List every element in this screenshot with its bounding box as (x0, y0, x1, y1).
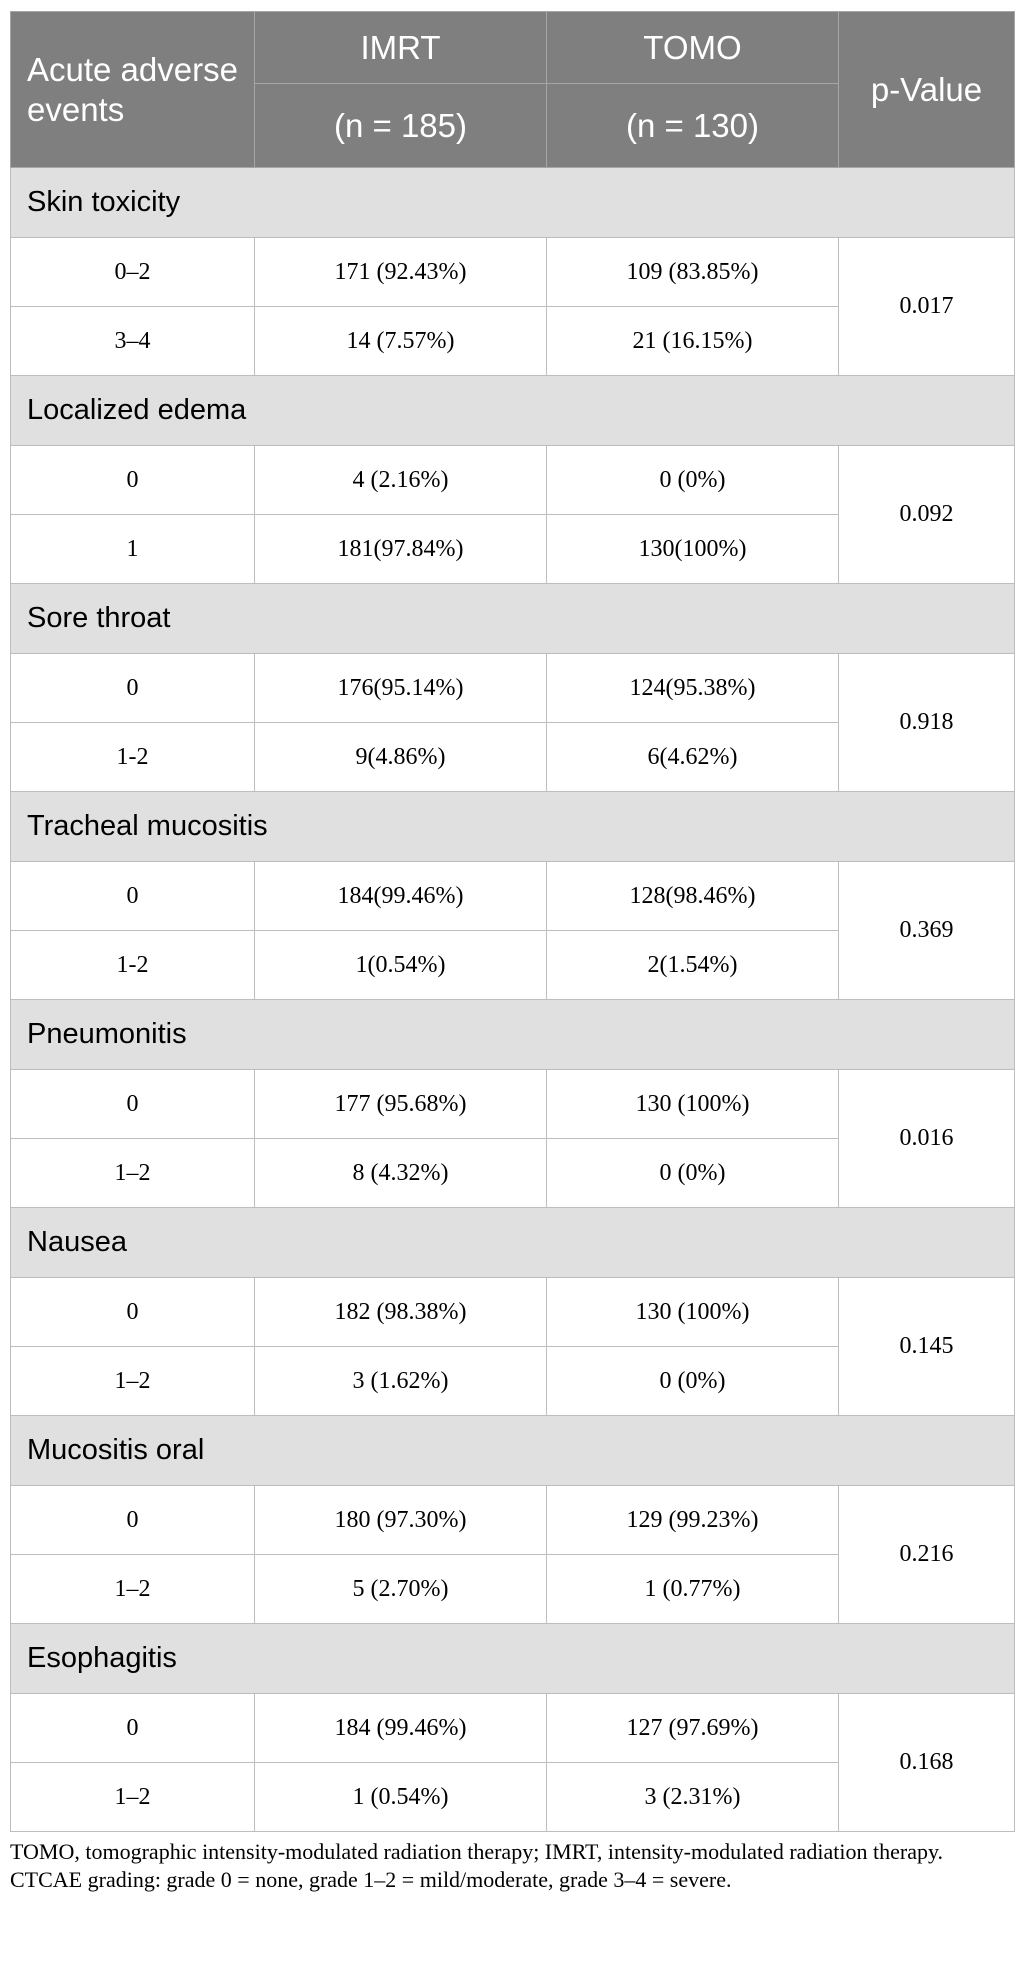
header-imrt-n: (n = 185) (255, 84, 547, 168)
grade-cell: 1–2 (11, 1347, 255, 1416)
grade-cell: 1–2 (11, 1139, 255, 1208)
tomo-cell: 0 (0%) (547, 1139, 839, 1208)
tomo-cell: 130 (100%) (547, 1278, 839, 1347)
section-row (11, 1000, 1015, 1070)
header-tomo: TOMO (547, 12, 839, 84)
imrt-cell: 177 (95.68%) (255, 1070, 547, 1139)
imrt-cell: 176(95.14%) (255, 654, 547, 723)
grade-cell: 1-2 (11, 723, 255, 792)
imrt-cell: 1 (0.54%) (255, 1763, 547, 1832)
tomo-cell: 1 (0.77%) (547, 1555, 839, 1624)
grade-cell: 1–2 (11, 1763, 255, 1832)
table-row (11, 446, 1015, 515)
tomo-cell: 109 (83.85%) (547, 238, 839, 307)
grade-cell: 0 (11, 862, 255, 931)
grade-cell: 0–2 (11, 238, 255, 307)
grade-cell: 0 (11, 1486, 255, 1555)
section-row (11, 584, 1015, 654)
grade-cell: 1-2 (11, 931, 255, 1000)
section-title: Nausea (11, 1208, 1015, 1278)
tomo-cell: 124(95.38%) (547, 654, 839, 723)
table-row (11, 654, 1015, 723)
imrt-cell: 181(97.84%) (255, 515, 547, 584)
tomo-cell: 21 (16.15%) (547, 307, 839, 376)
table-row (11, 1278, 1015, 1347)
p-value-cell: 0.017 (839, 238, 1015, 376)
section-row (11, 1624, 1015, 1694)
tomo-cell: 130 (100%) (547, 1070, 839, 1139)
table-body (11, 168, 1015, 1832)
section-title: Esophagitis (11, 1624, 1015, 1694)
table-row (11, 1070, 1015, 1139)
tomo-cell: 0 (0%) (547, 446, 839, 515)
imrt-cell: 184(99.46%) (255, 862, 547, 931)
p-value-cell: 0.918 (839, 654, 1015, 792)
imrt-cell: 9(4.86%) (255, 723, 547, 792)
p-value-cell: 0.016 (839, 1070, 1015, 1208)
section-title: Mucositis oral (11, 1416, 1015, 1486)
header-imrt: IMRT (255, 12, 547, 84)
table-row (11, 238, 1015, 307)
table-row (11, 862, 1015, 931)
footnote-grading: CTCAE grading: grade 0 = none, grade 1–2 = mild/moderate, grade 3–4 = severe. (10, 1867, 732, 1893)
section-row (11, 376, 1015, 446)
imrt-cell: 184 (99.46%) (255, 1694, 547, 1763)
imrt-cell: 4 (2.16%) (255, 446, 547, 515)
section-row (11, 1416, 1015, 1486)
grade-cell: 1 (11, 515, 255, 584)
section-row (11, 792, 1015, 862)
tomo-cell: 0 (0%) (547, 1347, 839, 1416)
section-title: Pneumonitis (11, 1000, 1015, 1070)
grade-cell: 0 (11, 1694, 255, 1763)
table-row (11, 1694, 1015, 1763)
imrt-cell: 1(0.54%) (255, 931, 547, 1000)
imrt-cell: 5 (2.70%) (255, 1555, 547, 1624)
header-tomo-n: (n = 130) (547, 84, 839, 168)
section-title: Sore throat (11, 584, 1015, 654)
section-title: Skin toxicity (11, 168, 1015, 238)
grade-cell: 0 (11, 1070, 255, 1139)
imrt-cell: 180 (97.30%) (255, 1486, 547, 1555)
grade-cell: 1–2 (11, 1555, 255, 1624)
tomo-cell: 127 (97.69%) (547, 1694, 839, 1763)
adverse-events-table (10, 11, 1015, 1832)
p-value-cell: 0.145 (839, 1278, 1015, 1416)
p-value-cell: 0.369 (839, 862, 1015, 1000)
p-value-cell: 0.216 (839, 1486, 1015, 1624)
tomo-cell: 3 (2.31%) (547, 1763, 839, 1832)
tomo-cell: 128(98.46%) (547, 862, 839, 931)
p-value-cell: 0.168 (839, 1694, 1015, 1832)
grade-cell: 0 (11, 446, 255, 515)
tomo-cell: 130(100%) (547, 515, 839, 584)
section-title: Tracheal mucositis (11, 792, 1015, 862)
imrt-cell: 171 (92.43%) (255, 238, 547, 307)
tomo-cell: 2(1.54%) (547, 931, 839, 1000)
header-events: Acute adverse events (11, 12, 255, 168)
section-title: Localized edema (11, 376, 1015, 446)
grade-cell: 0 (11, 654, 255, 723)
p-value-cell: 0.092 (839, 446, 1015, 584)
footnote-abbreviations: TOMO, tomographic intensity-modulated radiation therapy; IMRT, intensity-modulated radiation therapy. (10, 1839, 944, 1864)
header-row (11, 12, 1015, 84)
imrt-cell: 8 (4.32%) (255, 1139, 547, 1208)
grade-cell: 0 (11, 1278, 255, 1347)
header-p-value: p-Value (839, 12, 1015, 168)
imrt-cell: 14 (7.57%) (255, 307, 547, 376)
imrt-cell: 3 (1.62%) (255, 1347, 547, 1416)
tomo-cell: 129 (99.23%) (547, 1486, 839, 1555)
section-row (11, 168, 1015, 238)
tomo-cell: 6(4.62%) (547, 723, 839, 792)
table-row (11, 1486, 1015, 1555)
adverse-events-table-container (10, 11, 1014, 1894)
section-row (11, 1208, 1015, 1278)
imrt-cell: 182 (98.38%) (255, 1278, 547, 1347)
grade-cell: 3–4 (11, 307, 255, 376)
